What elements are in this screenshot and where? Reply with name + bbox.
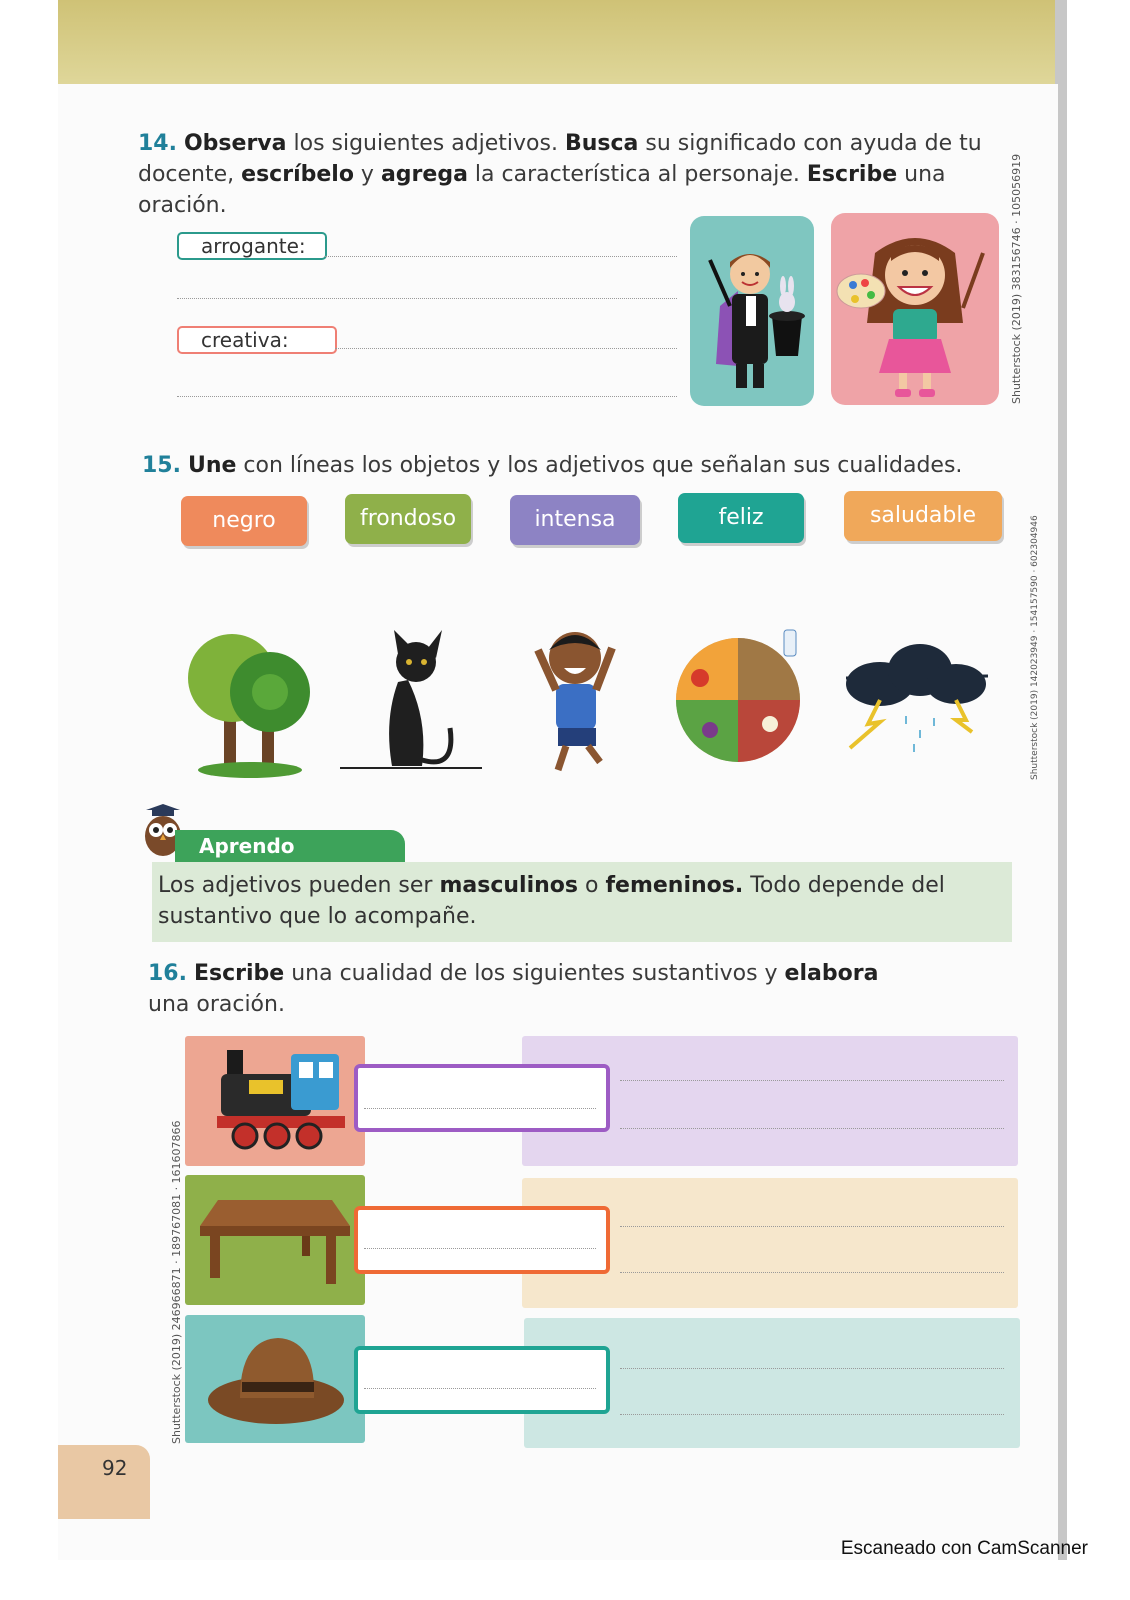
aprendo-box bbox=[152, 862, 1012, 942]
aprendo-title: Aprendo bbox=[175, 830, 405, 862]
sentence-line[interactable] bbox=[620, 1414, 1004, 1415]
answer-line[interactable] bbox=[364, 1388, 596, 1389]
keyword: masculinos bbox=[439, 873, 578, 898]
text: Los adjetivos pueden ser bbox=[158, 873, 440, 898]
train-icon bbox=[205, 1040, 355, 1160]
text: su significado con ayuda de tu docente, bbox=[138, 131, 982, 187]
magician-illustration bbox=[690, 216, 814, 406]
question-number: 15. bbox=[142, 453, 181, 478]
page-top-band bbox=[58, 0, 1058, 90]
text: y bbox=[353, 162, 381, 187]
chip-negro[interactable]: negro bbox=[181, 496, 307, 546]
text: la característica al personaje. bbox=[467, 162, 807, 187]
scanner-watermark: Escaneado con CamScanner bbox=[840, 1538, 1088, 1559]
answer-line[interactable] bbox=[364, 1248, 596, 1249]
quality-box-3[interactable] bbox=[354, 1346, 610, 1414]
keyword: Busca bbox=[564, 131, 639, 156]
sentence-line[interactable] bbox=[620, 1368, 1004, 1369]
text: los siguientes adjetivos. bbox=[286, 131, 565, 156]
answer-line[interactable] bbox=[335, 348, 677, 349]
image-credit: Shutterstock (2019) 383156746 · 105056919 bbox=[1010, 153, 1023, 404]
keyword: Une bbox=[187, 453, 237, 478]
sentence-line[interactable] bbox=[620, 1128, 1004, 1129]
sentence-line[interactable] bbox=[620, 1272, 1004, 1273]
brown-hat-icon bbox=[200, 1320, 354, 1432]
objects-row bbox=[180, 620, 1000, 790]
magician-icon bbox=[690, 216, 814, 406]
chip-saludable[interactable]: saludable bbox=[844, 491, 1002, 541]
healthy-food-plate-icon[interactable] bbox=[676, 630, 800, 762]
text: con líneas los objetos y los adjetivos que señalan sus cualidades. bbox=[236, 453, 963, 478]
text: una cualidad de los siguientes sustantivos y bbox=[284, 961, 785, 986]
black-cat-icon[interactable] bbox=[340, 630, 482, 768]
chip-frondoso[interactable]: frondoso bbox=[345, 494, 471, 544]
page-number: 92 bbox=[58, 1445, 150, 1519]
text: Todo depende del sustantivo que lo acompañe. bbox=[158, 873, 945, 929]
happy-boy-icon[interactable] bbox=[538, 632, 612, 770]
keyword: agrega bbox=[380, 162, 468, 187]
quality-box-1[interactable] bbox=[354, 1064, 610, 1132]
keyword: Escribe bbox=[193, 961, 285, 986]
painter-girl-illustration bbox=[831, 213, 999, 405]
text: o bbox=[578, 873, 606, 898]
painter-girl-icon bbox=[831, 213, 999, 405]
image-credit: Shutterstock (2019) 142023949 · 154157590 · 602304946 bbox=[1030, 515, 1040, 780]
keyword: Escribe bbox=[806, 162, 898, 187]
sentence-line[interactable] bbox=[620, 1080, 1004, 1081]
tree-icon[interactable] bbox=[188, 634, 310, 778]
keyword: femeninos. bbox=[605, 873, 744, 898]
text: una oración. bbox=[138, 162, 946, 218]
answer-line[interactable] bbox=[364, 1108, 596, 1109]
question-15-text bbox=[142, 450, 1002, 481]
wooden-table-icon bbox=[198, 1190, 352, 1290]
text: una oración. bbox=[148, 992, 285, 1017]
answer-line[interactable] bbox=[325, 256, 677, 257]
chip-feliz[interactable]: feliz bbox=[678, 493, 804, 543]
storm-cloud-icon[interactable] bbox=[846, 644, 988, 752]
keyword: escríbelo bbox=[241, 162, 354, 187]
answer-line[interactable] bbox=[177, 396, 677, 397]
question-14-text bbox=[138, 128, 998, 221]
question-number: 16. bbox=[148, 961, 187, 986]
keyword: elabora bbox=[784, 961, 879, 986]
sentence-line[interactable] bbox=[620, 1226, 1004, 1227]
chip-intensa[interactable]: intensa bbox=[510, 495, 640, 545]
arrogante-label: arrogante: bbox=[177, 232, 327, 260]
keyword: Observa bbox=[183, 131, 287, 156]
creativa-label: creativa: bbox=[177, 326, 337, 354]
image-credit: Shutterstock (2019) 246966871 · 189767081 · 161607866 bbox=[170, 1120, 183, 1444]
question-16-text bbox=[148, 958, 908, 1020]
quality-box-2[interactable] bbox=[354, 1206, 610, 1274]
question-number: 14. bbox=[138, 131, 177, 156]
answer-line[interactable] bbox=[177, 298, 677, 299]
